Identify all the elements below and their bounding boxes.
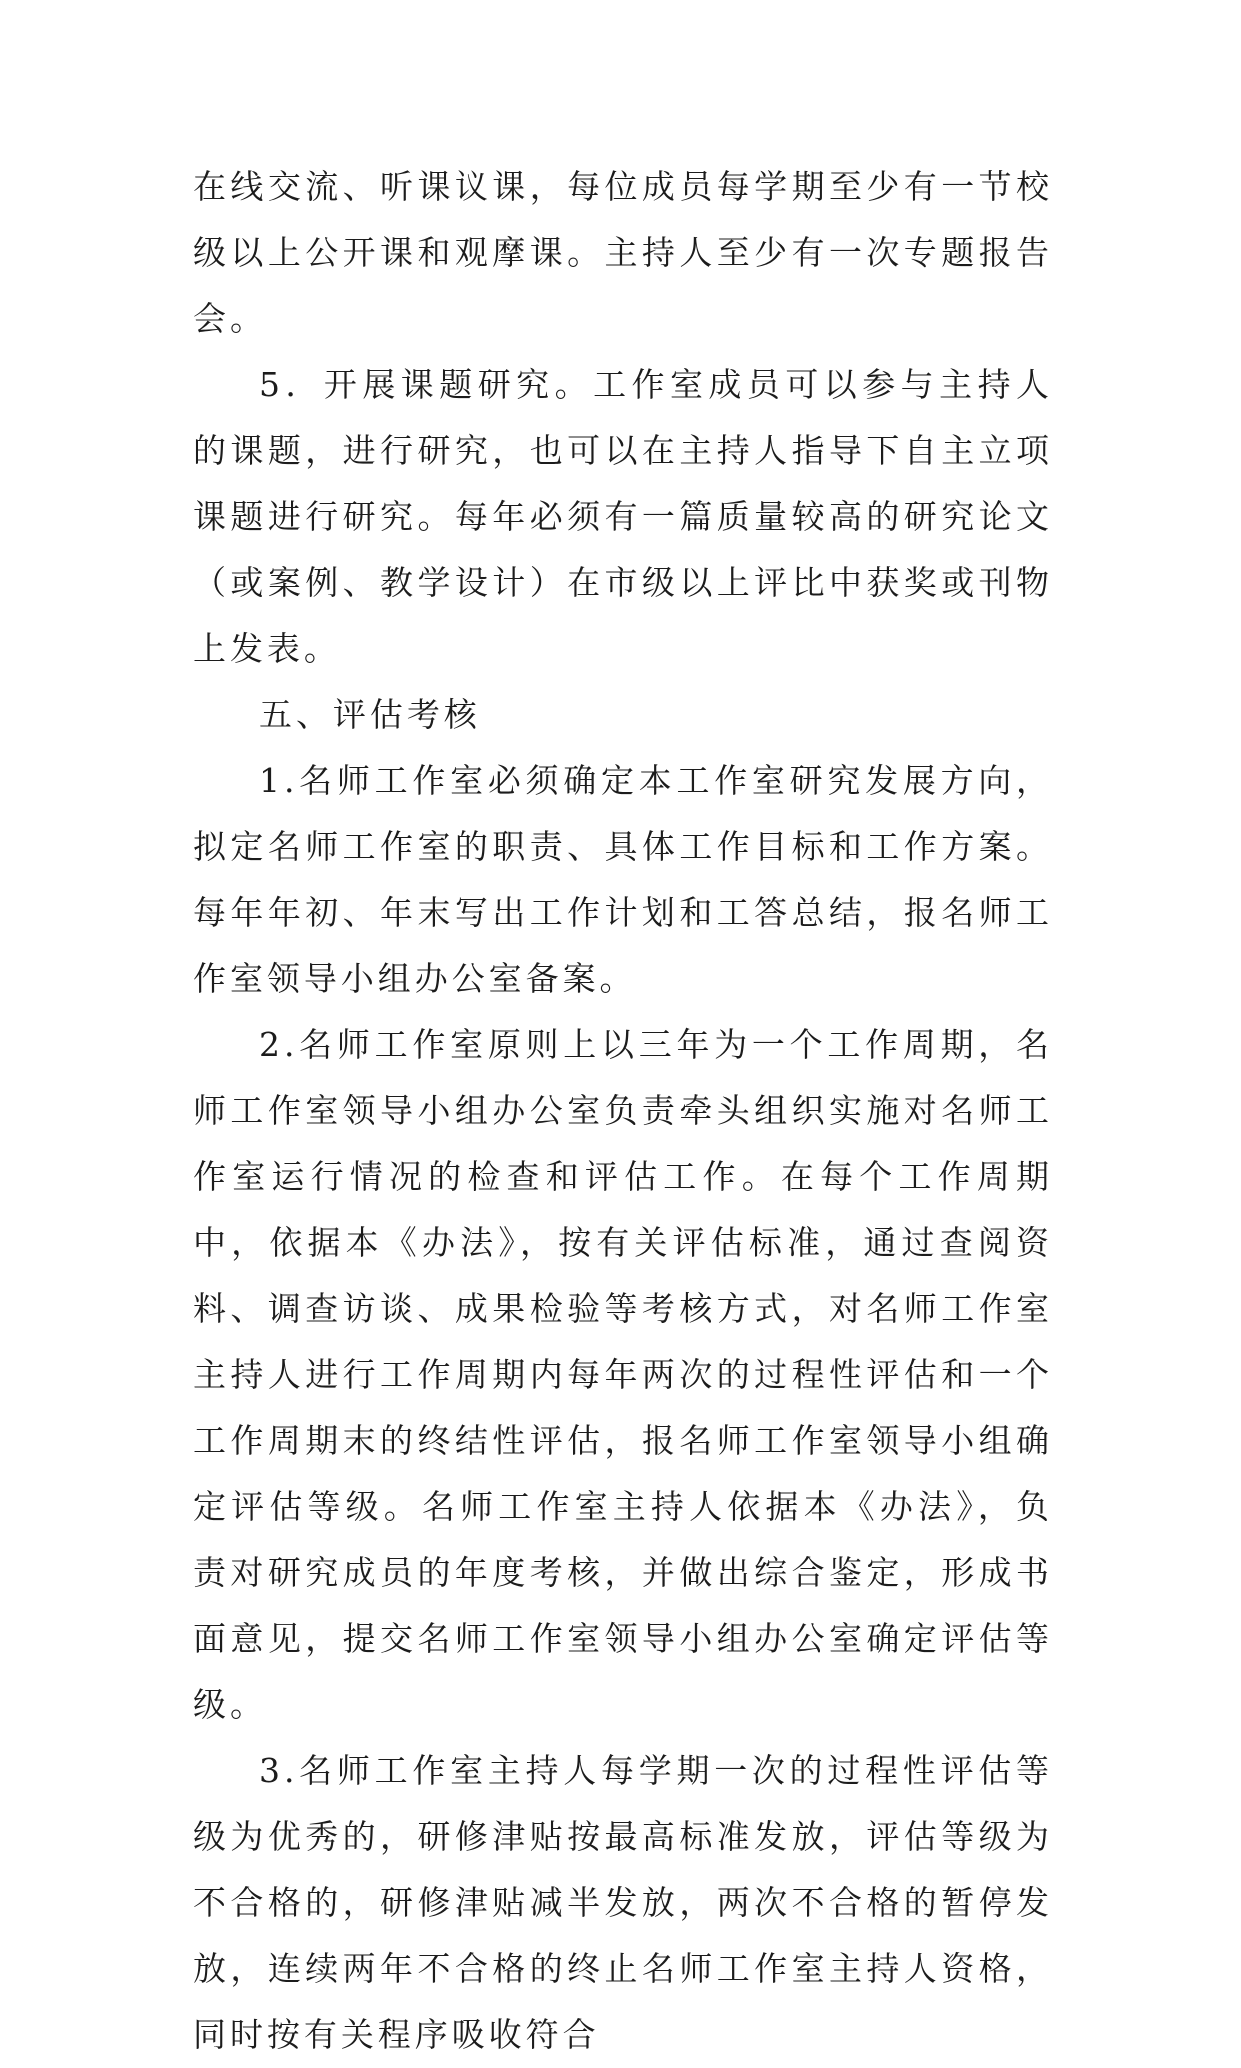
document-body bbox=[193, 154, 1053, 2068]
paragraph-continuation: 在线交流、听课议课，每位成员每学期至少有一节校级以上公开课和观摩课。主持人至少有一次专题报告会。 bbox=[193, 167, 1053, 338]
paragraph-item-1: 1.名师工作室必须确定本工作室研究发展方向，拟定名师工作室的职责、具体工作目标和工作方案。每年年初、年末写出工作计划和工答总结，报名师工作室领导小组办公室备案。 bbox=[193, 761, 1053, 998]
paragraph-item-3: 3.名师工作室主持人每学期一次的过程性评估等级为优秀的，研修津贴按最高标准发放，评估等级为不合格的，研修津贴减半发放，两次不合格的暂停发放，连续两年不合格的终止名师工作室主持人资格，同时按有关程序吸收符合 bbox=[193, 1751, 1053, 2054]
paragraph-item-5: 5．开展课题研究。工作室成员可以参与主持人的课题，进行研究，也可以在主持人指导下自主立项课题进行研究。每年必须有一篇质量较高的研究论文（或案例、教学设计）在市级以上评比中获奖或刊物上发表。 bbox=[193, 365, 1053, 668]
section-heading-evaluation: 五、评估考核 bbox=[259, 695, 481, 734]
paragraph-item-2: 2.名师工作室原则上以三年为一个工作周期，名师工作室领导小组办公室负责牵头组织实施对名师工作室运行情况的检查和评估工作。在每个工作周期中，依据本《办法》，按有关评估标准，通过查阅资料、调查访谈、成果检验等考核方式，对名师工作室主持人进行工作周期内每年两次的过程性评估和一个工作周期末的终结性评估，报名师工作室领导小组确定评估等级。名师工作室主持人依据本《办法》，负责对研究成员的年度考核，并做出综合鉴定，形成书面意见，提交名师工作室领导小组办公室确定评估等级。 bbox=[193, 1025, 1053, 1724]
